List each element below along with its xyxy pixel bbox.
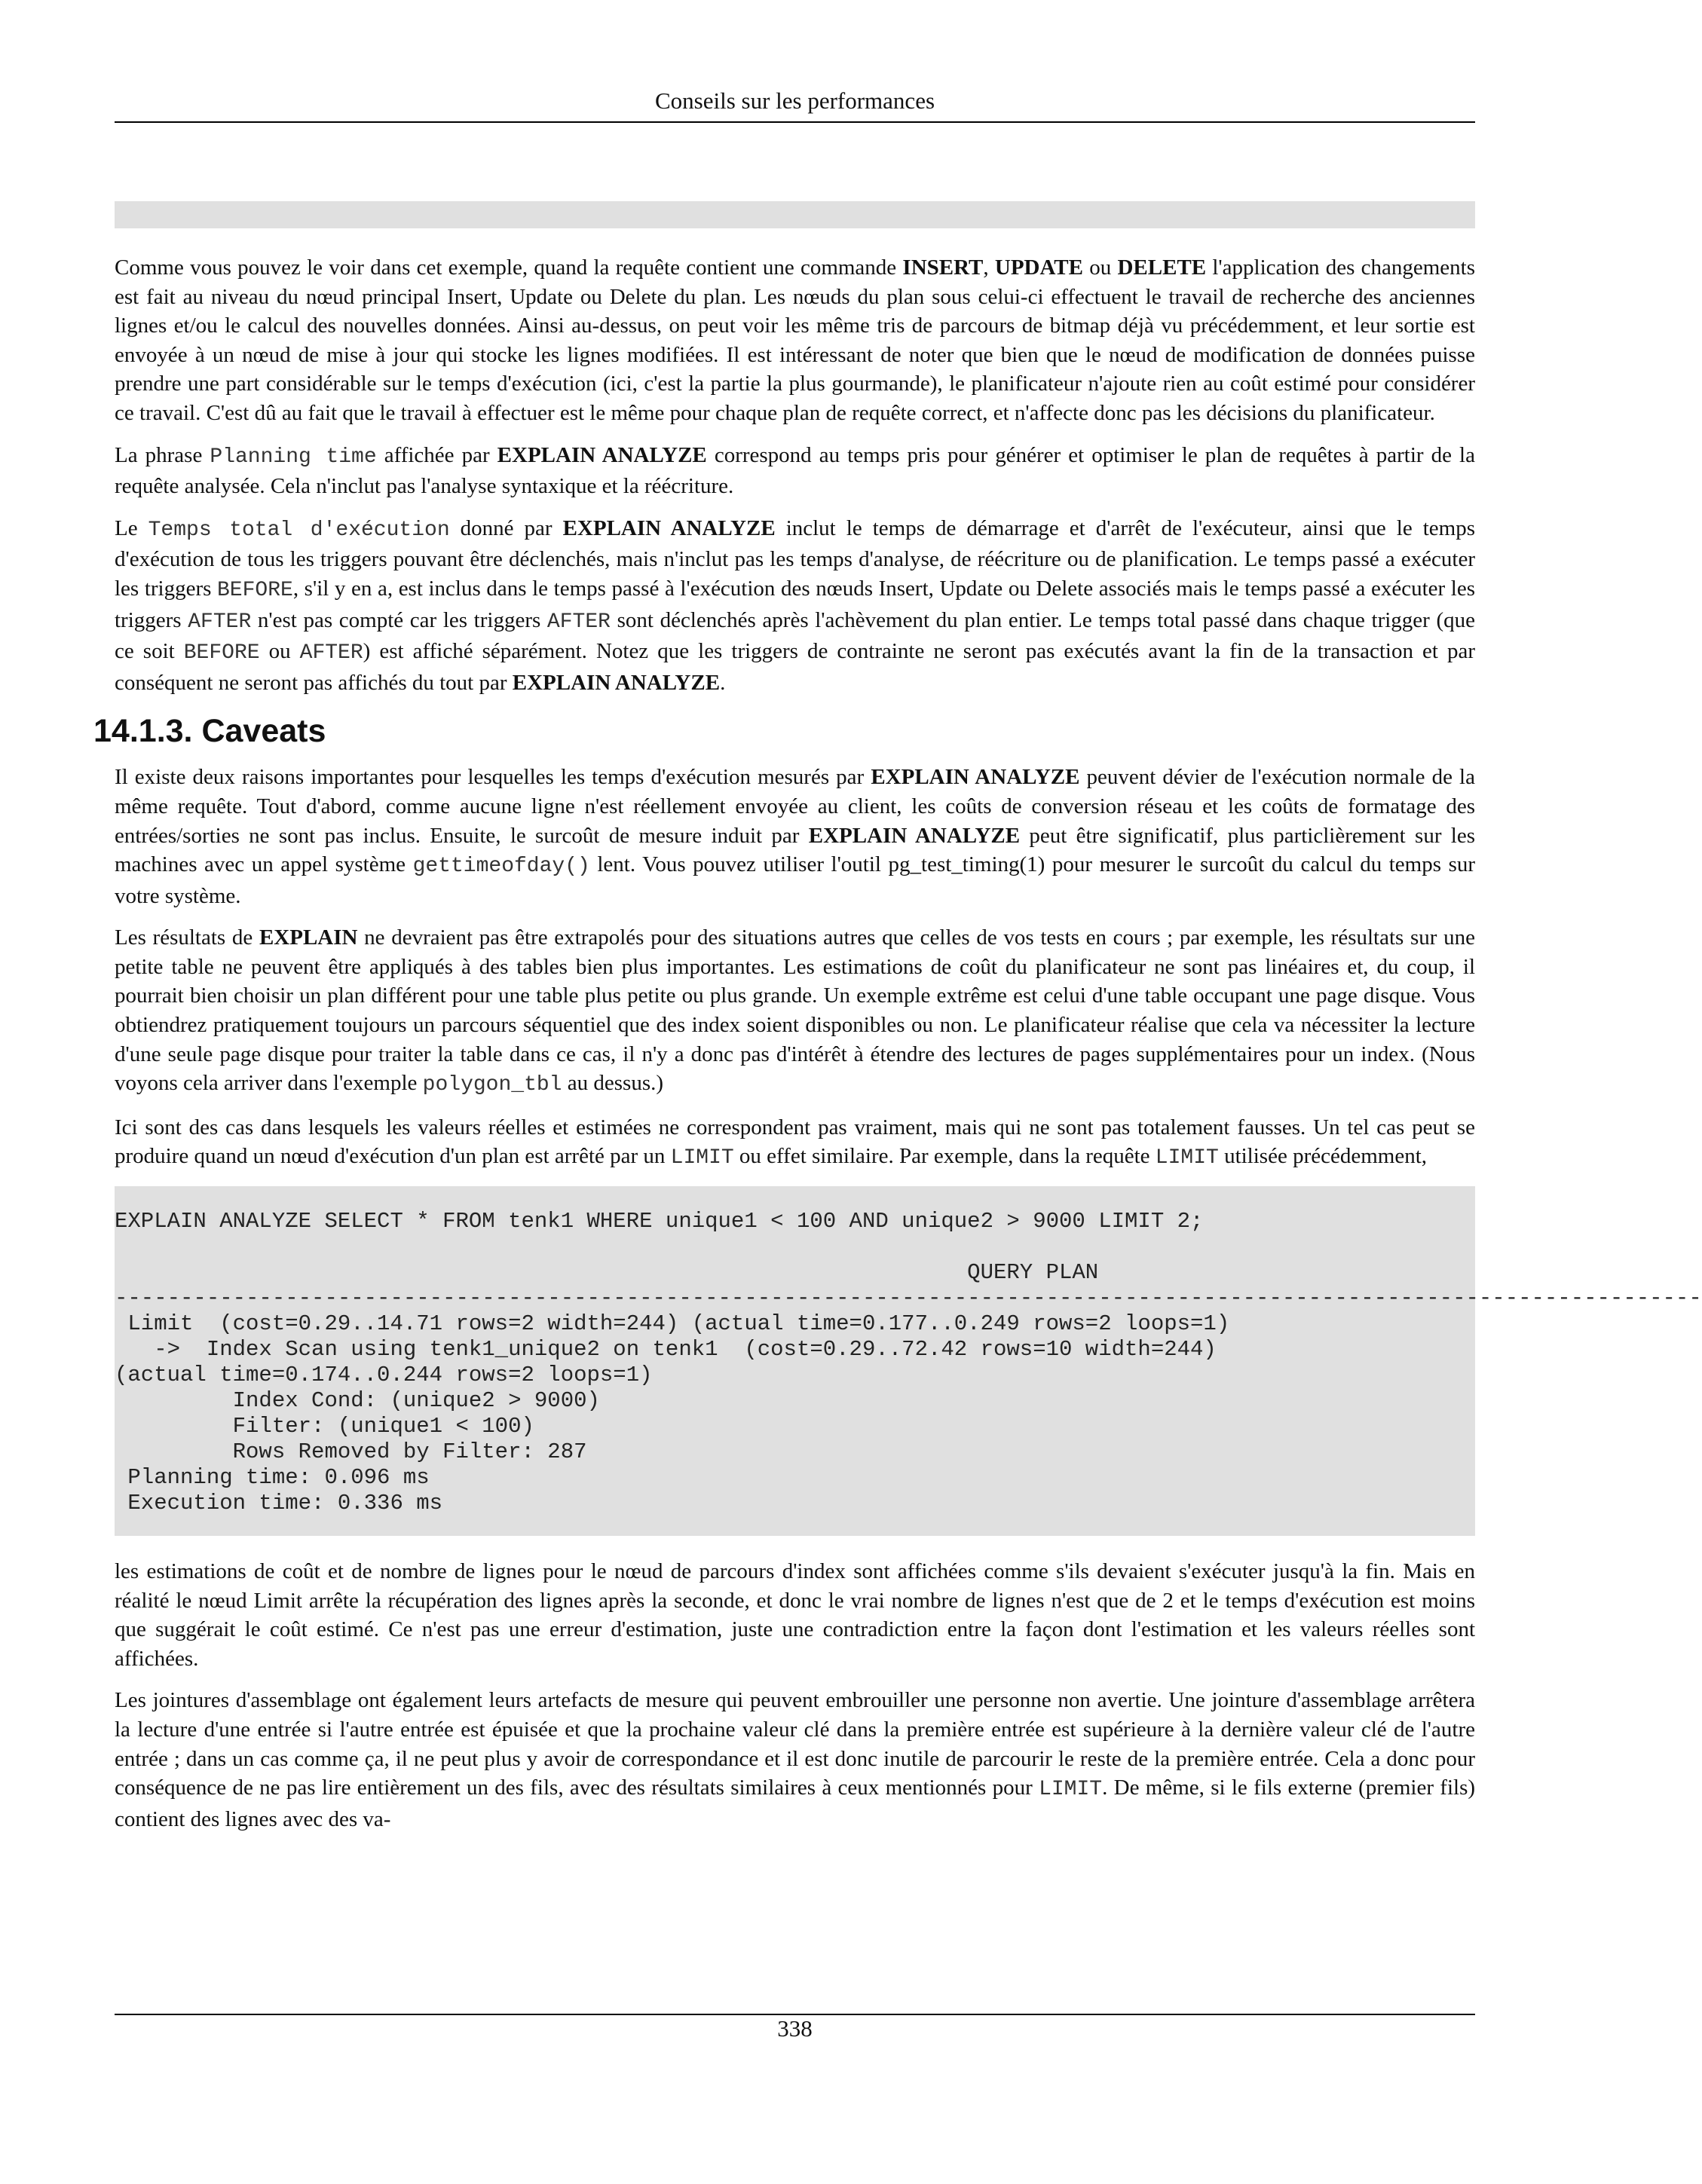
paragraph-extrapolation (115, 923, 1475, 1100)
text-run: les estimations de coût et de nombre de lignes pour le nœud de parcours d'index sont affichées comme s'ils devaient s'exécuter jusqu'à la fin. Mais en réalité le nœud Limit arrête la récupération des lignes après la seconde, et donc le vrai nombre de lignes n'est que de 2 et le temps d'exécution est moins que suggérait le coût estimé. Ce n'est pas une erreur d'estimation, juste une contradiction entre la façon dont l'estimation et les valeurs réelles sont affichées. (115, 1559, 1475, 1671)
text-run: lent. Vous pouvez utiliser l'outil pg_test_timing(1) pour mesurer le surcoût du calcul du temps sur votre système. (115, 852, 1476, 908)
text-run: Les résultats de (115, 925, 259, 950)
code-block-tail (115, 201, 1475, 228)
text-run: ne devraient pas être extrapolés pour des situations autres que celles de vos tests en cours ; par exemple, les résultats sur une petite table ne peuvent être appliqués à des tables bien plus importantes. Les estimations de coût du planificateur ne sont pas linéaires et, du coup, il pourrait bien choisir un plan différent pour une table plus petite ou plus grande. Un exemple extrême est celui d'une table occupant une page disque. Vous obtiendrez pratiquement toujours un parcours séquentiel que des index soient disponibles ou non. Le planificateur réalise que cela va nécessiter la lecture d'une seule page disque pour traiter la table dans ce cas, il n'y a donc pas d'intérêt à étendre des lectures de pages supplémentaires pour un index. (Nous voyons cela arriver dans l'exemple (115, 925, 1476, 1096)
literal-polygon-tbl: polygon_tbl (422, 1073, 562, 1097)
literal-limit: LIMIT (670, 1146, 734, 1170)
text-run: inclut le temps de démarrage et d'arrêt de l'exécuteur, ainsi que le temps d'exécution de tous les triggers pouvant être déclenchés, mais n'inclut pas les temps d'analyse, de réécriture ou de planification. Le temps passé a exécuter les triggers (115, 515, 1475, 601)
text-run: n'est pas compté car les triggers (251, 607, 547, 632)
paragraph-index-scan-estimates (115, 1557, 1475, 1673)
paragraph-total-time (115, 514, 1475, 698)
paragraph-insert-update-delete (115, 253, 1475, 428)
text-run: donné par (449, 515, 563, 540)
text-run: La phrase (115, 442, 210, 467)
keyword-explain-analyze: EXPLAIN ANALYZE (512, 670, 721, 695)
paragraph-limit-cases (115, 1113, 1475, 1173)
text-run: ou (1082, 255, 1118, 280)
literal-limit: LIMIT (1155, 1146, 1219, 1170)
keyword-explain-analyze: EXPLAIN ANALYZE (808, 823, 1021, 848)
keyword-insert: INSERT (902, 255, 984, 280)
literal-after: AFTER (546, 610, 611, 634)
text-run: l'application des changements est fait au niveau du nœud principal Insert, Update ou Delete du plan. Les nœuds du plan sous celui-ci effectuent le travail de recherche des anciennes lignes et/ou le calcul des nouvelles données. Ainsi au-dessus, on peut voir les même tris de parcours de bitmap déjà vu précédemment, et leur sortie est envoyée à un nœud de mise à jour qui stocke les lignes modifiées. Il est intéressant de noter que bien que le nœud de modification de données puisse prendre une part considérable sur le temps d'exécution (ici, c'est la partie la plus gourmande), le planificateur n'ajoute rien au coût estimé pour considérer ce travail. C'est dû au fait que le travail à effectuer est le même pour chaque plan de requête correct, et n'affecte donc pas les décisions du planificateur. (115, 255, 1476, 425)
text-run: , s'il y en a, est inclus dans le temps passé à l'exécution des nœuds Insert, Update ou Delete associés mais le temps passé a exécuter les triggers (115, 576, 1475, 632)
paragraph-planning-time (115, 441, 1475, 501)
text-run: ) est affiché séparément. Notez que les triggers de contrainte ne seront pas exécutés avant la fin de la transaction et par conséquent ne seront pas affichés du tout par (115, 639, 1475, 695)
literal-after: AFTER (188, 610, 252, 634)
paragraph-measurement-deviation (115, 763, 1475, 910)
literal-before: BEFORE (183, 641, 260, 665)
text-run: utilisée précédemment, (1218, 1144, 1428, 1169)
text-run: peuvent dévier de l'exécution normale de la même requête. Tout d'abord, comme aucune ligne n'est réellement envoyée au client, les coûts de conversion réseau et les coûts de formatage des entrées/sorties ne sont pas inclus. Ensuite, le surcoût de mesure induit par (115, 765, 1475, 848)
text-run: peut être significatif, plus particlièrement sur les machines avec un appel système (115, 823, 1475, 877)
text-run: ou effet similaire. Par exemple, dans la requête (733, 1144, 1156, 1169)
literal-before: BEFORE (217, 578, 293, 602)
text-run: Il existe deux raisons importantes pour lesquelles les temps d'exécution mesurés par (115, 765, 871, 790)
keyword-explain-analyze: EXPLAIN ANALYZE (497, 442, 707, 467)
keyword-delete: DELETE (1117, 255, 1207, 280)
page-number: 338 (777, 2015, 813, 2042)
literal-total-time: Temps total d'exécution (148, 518, 450, 542)
text-run: ou (259, 639, 300, 664)
code-block-explain-analyze: EXPLAIN ANALYZE SELECT * FROM tenk1 WHERE unique1 < 100 AND unique2 > 9000 LIMIT 2; QUERY PLAN ------------------------------------------------------------------------------------------------------------------------- Limit (cost=0.29..14.71 rows=2 width=244) (actual time=0.177..0.249 rows=2 loops=1) -> Index Scan using tenk1_unique2 on tenk1 (cost=0.29..72.42 rows=10 width=244) (actual time=0.174..0.244 rows=2 loops=1) Index Cond: (unique2 > 9000) Filter: (unique1 < 100) Rows Removed by Filter: 287 Planning time: 0.096 ms Execution time: 0.336 ms (115, 1186, 1475, 1536)
literal-after: AFTER (299, 641, 363, 665)
literal-gettimeofday: gettimeofday() (412, 855, 590, 879)
literal-planning-time: Planning time (210, 445, 377, 469)
keyword-explain-analyze: EXPLAIN ANALYZE (562, 515, 776, 540)
text-run: affichée par (376, 442, 497, 467)
keyword-explain-analyze: EXPLAIN ANALYZE (871, 765, 1080, 790)
running-header: Conseils sur les performances (654, 87, 935, 114)
section-heading: 14.1.3. Caveats (93, 713, 326, 750)
page-content (93, 253, 1702, 1846)
text-run: Le (115, 515, 148, 540)
text-run: . (720, 670, 726, 695)
text-run: correspond au temps pris pour générer et optimiser le plan de requêtes à partir de la requête analysée. Cela n'inclut pas l'analyse syntaxique et la réécriture. (115, 442, 1475, 499)
text-run: Ici sont des cas dans lesquels les valeurs réelles et estimées ne correspondent pas vraiment, mais qui ne sont pas totalement fausses. Un tel cas peut se produire quand un nœud d'exécution d'un plan est arrêté par un (115, 1115, 1475, 1169)
text-run: . De même, si le fils externe (premier fils) contient des lignes avec des va- (115, 1776, 1476, 1831)
text-run: Les jointures d'assemblage ont également leurs artefacts de mesure qui peuvent embrouiller une personne non avertie. Une jointure d'assemblage arrêtera la lecture d'une entrée si l'autre entrée est épuisée et que la prochaine valeur clé dans la première entrée est supérieure à la dernière valeur clé de l'autre entrée ; dans un cas comme ça, il ne peut plus y avoir de correspondance et il est donc inutile de parcourir le reste de la première entrée. Cela a donc pour conséquence de ne pas lire entièrement un des fils, avec des résultats similaires à ceux mentionnés pour (115, 1688, 1475, 1800)
text-run: au dessus.) (562, 1071, 664, 1096)
keyword-update: UPDATE (994, 255, 1083, 280)
text-run: Comme vous pouvez le voir dans cet exemple, quand la requête contient une commande (115, 255, 903, 280)
literal-limit: LIMIT (1039, 1778, 1103, 1802)
text-run: sont déclenchés après l'achèvement du plan entier. Le temps total passé dans chaque trigger (que ce soit (115, 607, 1475, 664)
text-run: , (983, 255, 995, 280)
keyword-explain: EXPLAIN (259, 925, 358, 950)
header-rule (115, 121, 1475, 123)
paragraph-merge-joins (115, 1686, 1475, 1834)
